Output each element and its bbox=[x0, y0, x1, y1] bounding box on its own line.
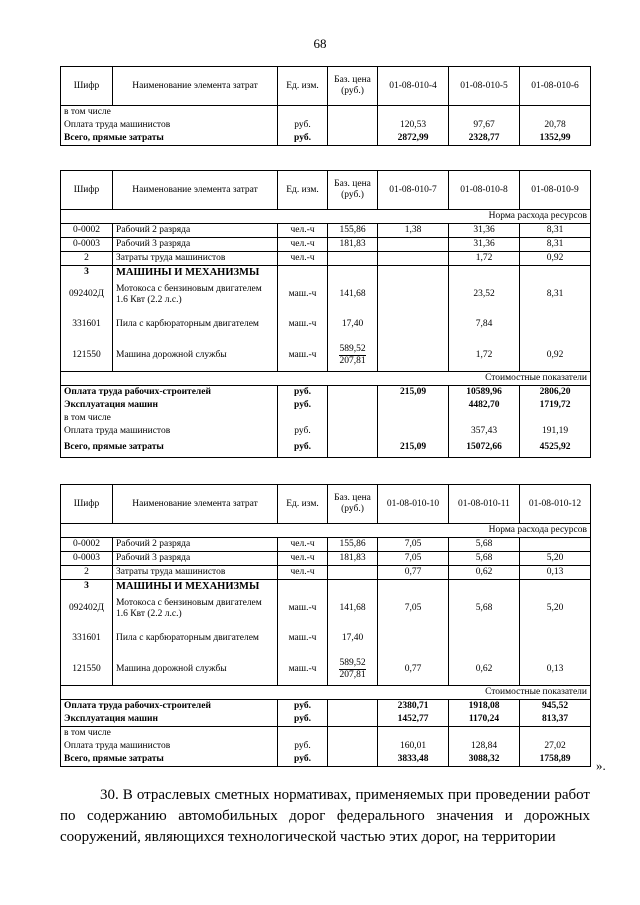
page-number: 68 bbox=[313, 36, 327, 51]
machine-price-secondary: 207,81 bbox=[339, 356, 366, 366]
value-cell: 10589,96 bbox=[449, 386, 520, 399]
section-title: МАШИНЫ И МЕХАНИЗМЫ bbox=[113, 579, 278, 594]
worker-pay-label: Оплата труда рабочих-строителей bbox=[61, 386, 278, 399]
header-code-col: 01-08-010-11 bbox=[449, 485, 520, 524]
total-label: Всего, прямые затраты bbox=[61, 132, 278, 145]
value-cell: 5,68 bbox=[449, 551, 520, 565]
machine-unit: маш.-ч bbox=[278, 624, 328, 654]
unit-cell: руб. bbox=[278, 753, 328, 766]
unit-cell: руб. bbox=[278, 386, 328, 399]
machine-unit: маш.-ч bbox=[278, 594, 328, 624]
value-cell: 1,38 bbox=[378, 223, 449, 237]
header-name: Наименование элемента затрат bbox=[113, 171, 278, 210]
machine-name: Машина дорожной службы bbox=[113, 340, 278, 372]
machine-price-secondary: 207,81 bbox=[339, 670, 366, 680]
header-code-col: 01-08-010-8 bbox=[449, 171, 520, 210]
value-cell: 27,02 bbox=[520, 740, 591, 753]
total-value: 215,09 bbox=[378, 438, 449, 458]
resource-table-3 bbox=[60, 484, 591, 767]
row-name: Рабочий 2 разряда bbox=[113, 223, 278, 237]
row-code: 0-0002 bbox=[61, 537, 113, 551]
header-unit: Ед. изм. bbox=[278, 67, 328, 106]
value-cell: 20,78 bbox=[520, 119, 591, 132]
machine-price: 589,52 bbox=[339, 344, 366, 355]
machine-price: 141,68 bbox=[328, 594, 378, 624]
unit-cell: руб. bbox=[278, 438, 328, 458]
value-cell: 215,09 bbox=[378, 386, 449, 399]
row-name: Затраты труда машинистов bbox=[113, 565, 278, 579]
norm-label: Норма расхода ресурсов bbox=[61, 524, 591, 538]
row-unit: чел.-ч bbox=[278, 551, 328, 565]
value-cell bbox=[378, 425, 449, 438]
value-cell: 945,52 bbox=[520, 700, 591, 713]
total-value: 1758,89 bbox=[520, 753, 591, 766]
row-price: 155,86 bbox=[328, 223, 378, 237]
header-code-col: 01-08-010-6 bbox=[520, 67, 591, 106]
row-code: 2 bbox=[61, 251, 113, 265]
header-unit: Ед. изм. bbox=[278, 485, 328, 524]
value-cell: 8,31 bbox=[520, 280, 591, 310]
machine-name: Мотокоса с бензиновым двигателем 1.6 Квт (2.2 л.с.) bbox=[113, 594, 278, 624]
norm-label: Норма расхода ресурсов bbox=[61, 210, 591, 224]
value-cell: 0,77 bbox=[378, 565, 449, 579]
value-cell: 8,31 bbox=[520, 223, 591, 237]
total-value: 2872,99 bbox=[378, 132, 449, 145]
value-cell: 1452,77 bbox=[378, 713, 449, 726]
row-price bbox=[328, 565, 378, 579]
value-cell bbox=[520, 537, 591, 551]
value-cell: 31,36 bbox=[449, 237, 520, 251]
unit-cell: руб. bbox=[278, 700, 328, 713]
header-code-col: 01-08-010-12 bbox=[520, 485, 591, 524]
unit-cell: руб. bbox=[278, 425, 328, 438]
row-price: 155,86 bbox=[328, 537, 378, 551]
row-code: 0-0003 bbox=[61, 237, 113, 251]
header-price: Баз. цена (руб.) bbox=[328, 67, 378, 106]
header-name: Наименование элемента затрат bbox=[113, 485, 278, 524]
machine-unit: маш.-ч bbox=[278, 280, 328, 310]
body-paragraph bbox=[60, 785, 590, 848]
header-code: Шифр bbox=[61, 171, 113, 210]
value-cell bbox=[378, 399, 449, 412]
value-cell bbox=[378, 624, 449, 654]
value-cell: 128,84 bbox=[449, 740, 520, 753]
machine-code: 092402Д bbox=[61, 594, 113, 624]
value-cell: 2380,71 bbox=[378, 700, 449, 713]
value-cell: 1,72 bbox=[449, 340, 520, 372]
header-price: Баз. цена (руб.) bbox=[328, 171, 378, 210]
header-price: Баз. цена (руб.) bbox=[328, 485, 378, 524]
machine-price: 141,68 bbox=[328, 280, 378, 310]
in-that-label: в том числе bbox=[61, 106, 278, 119]
value-cell: 357,43 bbox=[449, 425, 520, 438]
machine-exploitation-label: Эксплуатация машин bbox=[61, 713, 278, 726]
value-cell bbox=[378, 280, 449, 310]
row-code: 2 bbox=[61, 565, 113, 579]
value-cell: 1170,24 bbox=[449, 713, 520, 726]
row-name: Затраты труда машинистов bbox=[113, 251, 278, 265]
resource-table-2 bbox=[60, 170, 591, 458]
total-value: 3833,48 bbox=[378, 753, 449, 766]
header-code-col: 01-08-010-9 bbox=[520, 171, 591, 210]
value-cell: 0,13 bbox=[520, 654, 591, 686]
header-code-col: 01-08-010-10 bbox=[378, 485, 449, 524]
value-cell: 0,92 bbox=[520, 340, 591, 372]
row-price: 181,83 bbox=[328, 551, 378, 565]
value-cell bbox=[378, 237, 449, 251]
value-cell: 97,67 bbox=[449, 119, 520, 132]
machine-exploitation-label: Эксплуатация машин bbox=[61, 399, 278, 412]
header-name: Наименование элемента затрат bbox=[113, 67, 278, 106]
value-cell: 0,77 bbox=[378, 654, 449, 686]
total-label: Всего, прямые затраты bbox=[61, 438, 278, 458]
value-cell bbox=[520, 310, 591, 340]
value-cell bbox=[378, 340, 449, 372]
header-code-col: 01-08-010-5 bbox=[449, 67, 520, 106]
machine-name: Машина дорожной службы bbox=[113, 654, 278, 686]
machine-code: 331601 bbox=[61, 310, 113, 340]
row-unit: чел.-ч bbox=[278, 537, 328, 551]
row-name: Рабочий 3 разряда bbox=[113, 237, 278, 251]
section-code: 3 bbox=[61, 579, 113, 594]
row-price: 181,83 bbox=[328, 237, 378, 251]
value-cell: 31,36 bbox=[449, 223, 520, 237]
unit-cell: руб. bbox=[278, 740, 328, 753]
total-label: Всего, прямые затраты bbox=[61, 753, 278, 766]
header-unit: Ед. изм. bbox=[278, 171, 328, 210]
unit-cell: руб. bbox=[278, 119, 328, 132]
value-cell: 191,19 bbox=[520, 425, 591, 438]
cost-label: Стоимостные показатели bbox=[61, 372, 591, 386]
unit-cell: руб. bbox=[278, 399, 328, 412]
machinist-pay-label: Оплата труда машинистов bbox=[61, 119, 278, 132]
machine-name: Пила с карбюраторным двигателем bbox=[113, 310, 278, 340]
value-cell: 5,68 bbox=[449, 537, 520, 551]
value-cell: 813,37 bbox=[520, 713, 591, 726]
value-cell: 0,13 bbox=[520, 565, 591, 579]
value-cell: 120,53 bbox=[378, 119, 449, 132]
row-code: 0-0002 bbox=[61, 223, 113, 237]
closing-quote: ». bbox=[596, 758, 606, 773]
total-value: 2328,77 bbox=[449, 132, 520, 145]
machine-unit: маш.-ч bbox=[278, 310, 328, 340]
value-cell: 5,20 bbox=[520, 551, 591, 565]
total-value: 1352,99 bbox=[520, 132, 591, 145]
value-cell bbox=[378, 310, 449, 340]
machine-price: 589,52 bbox=[339, 658, 366, 669]
total-value: 4525,92 bbox=[520, 438, 591, 458]
header-code-col: 01-08-010-4 bbox=[378, 67, 449, 106]
value-cell bbox=[378, 251, 449, 265]
section-title: МАШИНЫ И МЕХАНИЗМЫ bbox=[113, 265, 278, 280]
machine-price-dual bbox=[328, 340, 378, 372]
value-cell: 4482,70 bbox=[449, 399, 520, 412]
header-code: Шифр bbox=[61, 485, 113, 524]
resource-table-1 bbox=[60, 66, 591, 146]
value-cell: 7,05 bbox=[378, 537, 449, 551]
row-code: 0-0003 bbox=[61, 551, 113, 565]
value-cell: 5,68 bbox=[449, 594, 520, 624]
worker-pay-label: Оплата труда рабочих-строителей bbox=[61, 700, 278, 713]
machine-code: 121550 bbox=[61, 654, 113, 686]
machinist-pay-label: Оплата труда машинистов bbox=[61, 740, 278, 753]
value-cell: 1918,08 bbox=[449, 700, 520, 713]
in-that-label: в том числе bbox=[61, 727, 278, 740]
unit-cell: руб. bbox=[278, 132, 328, 145]
machine-name: Мотокоса с бензиновым двигателем 1.6 Квт (2.2 л.с.) bbox=[113, 280, 278, 310]
value-cell: 5,20 bbox=[520, 594, 591, 624]
machine-unit: маш.-ч bbox=[278, 654, 328, 686]
value-cell: 0,62 bbox=[449, 565, 520, 579]
value-cell: 1719,72 bbox=[520, 399, 591, 412]
row-name: Рабочий 2 разряда bbox=[113, 537, 278, 551]
machinist-pay-label: Оплата труда машинистов bbox=[61, 425, 278, 438]
header-code: Шифр bbox=[61, 67, 113, 106]
machine-code: 121550 bbox=[61, 340, 113, 372]
row-price bbox=[328, 251, 378, 265]
machine-price: 17,40 bbox=[328, 310, 378, 340]
machine-code: 331601 bbox=[61, 624, 113, 654]
value-cell: 7,84 bbox=[449, 310, 520, 340]
unit-cell: руб. bbox=[278, 713, 328, 726]
value-cell: 0,92 bbox=[520, 251, 591, 265]
row-unit: чел.-ч bbox=[278, 251, 328, 265]
total-value: 15072,66 bbox=[449, 438, 520, 458]
machine-unit: маш.-ч bbox=[278, 340, 328, 372]
row-unit: чел.-ч bbox=[278, 237, 328, 251]
machine-name: Пила с карбюраторным двигателем bbox=[113, 624, 278, 654]
machine-price: 17,40 bbox=[328, 624, 378, 654]
value-cell: 23,52 bbox=[449, 280, 520, 310]
machine-price-dual bbox=[328, 654, 378, 686]
cost-label: Стоимостные показатели bbox=[61, 686, 591, 700]
value-cell: 7,05 bbox=[378, 551, 449, 565]
row-name: Рабочий 3 разряда bbox=[113, 551, 278, 565]
row-unit: чел.-ч bbox=[278, 565, 328, 579]
in-that-label: в том числе bbox=[61, 412, 278, 425]
machine-code: 092402Д bbox=[61, 280, 113, 310]
value-cell bbox=[520, 624, 591, 654]
value-cell bbox=[449, 624, 520, 654]
section-code: 3 bbox=[61, 265, 113, 280]
header-code-col: 01-08-010-7 bbox=[378, 171, 449, 210]
value-cell: 8,31 bbox=[520, 237, 591, 251]
value-cell: 1,72 bbox=[449, 251, 520, 265]
value-cell: 0,62 bbox=[449, 654, 520, 686]
row-unit: чел.-ч bbox=[278, 223, 328, 237]
paragraph-text: 30. В отраслевых сметных нормативах, применяемых при проведении работ по содержанию автомобильных дорог федерального значения и дорожных сооружений, являющихся технологической частью этих дорог, на территории bbox=[60, 787, 590, 845]
value-cell: 7,05 bbox=[378, 594, 449, 624]
total-value: 3088,32 bbox=[449, 753, 520, 766]
value-cell: 2806,20 bbox=[520, 386, 591, 399]
value-cell: 160,01 bbox=[378, 740, 449, 753]
